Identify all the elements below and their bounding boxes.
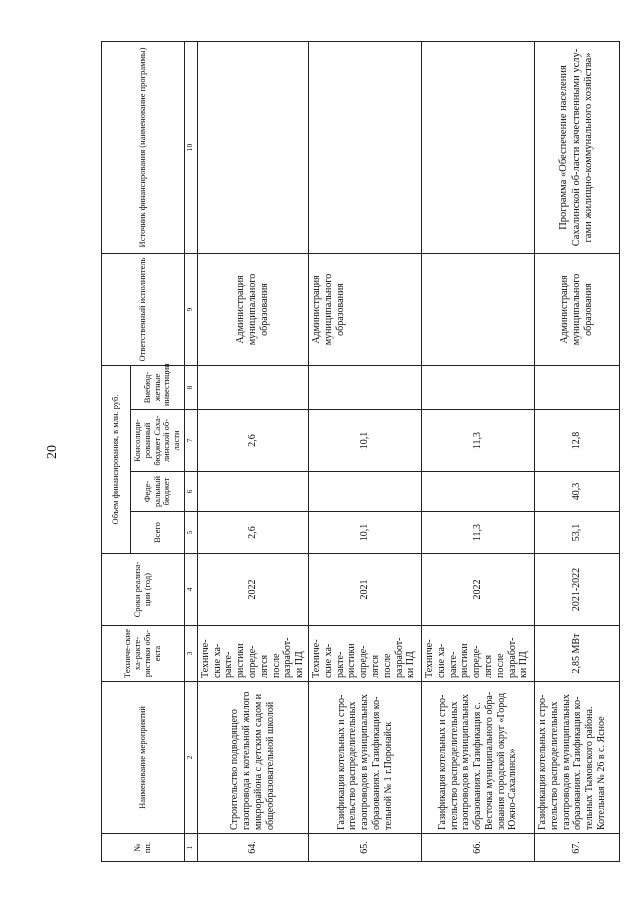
- column-number: 6: [184, 472, 197, 512]
- row-offbudget: [197, 365, 308, 409]
- header-source: Источник финансирования (наименование программы): [102, 41, 185, 253]
- header-federal: Феде-ральный бюджет: [131, 472, 185, 512]
- row-executor: Администрация муниципального образования: [535, 253, 620, 365]
- row-total: 10,1: [309, 512, 422, 554]
- row-name: Строительство подводящего газопровода к котельной жилого микрорайона с детским садом и общеобразовательной школой: [197, 682, 308, 834]
- header-offbudget: Внебюд-жетные инвестиции: [131, 365, 185, 409]
- header-funding-group: Объем финансирования, в млн. руб.: [102, 365, 131, 553]
- header-terms: Сроки реализа-ции (год): [102, 554, 185, 626]
- financing-table: [101, 41, 620, 862]
- column-number: 5: [184, 512, 197, 554]
- row-name: Газификация котельных и стро-ительство распределительных газопроводов в муниципальных образованиях. Газификация ко-тельной № 1 г.Поронайск: [309, 682, 422, 834]
- row-source: [422, 41, 535, 253]
- row-consolidated: 10,1: [309, 410, 422, 472]
- header-tech: Техниче-ские ха-ракте-ристики объ-екта: [102, 626, 185, 682]
- row-terms: 2022: [197, 554, 308, 626]
- header-executor: Ответственный исполнитель: [102, 253, 185, 365]
- row-total: 53,1: [535, 512, 620, 554]
- table-row: [309, 41, 422, 861]
- row-tech: 2,85 МВт: [535, 626, 620, 682]
- row-source: [197, 41, 308, 253]
- row-consolidated: 11,3: [422, 410, 535, 472]
- row-terms: 2021-2022: [535, 554, 620, 626]
- row-federal: [197, 472, 308, 512]
- header-consolidated: Консолиди-рованный бюджет Саха-линской об-ласти: [131, 410, 185, 472]
- column-number: 2: [184, 682, 197, 834]
- row-number: 67.: [535, 834, 620, 862]
- row-federal: 40,3: [535, 472, 620, 512]
- column-number: 4: [184, 554, 197, 626]
- header-no: № пп.: [102, 834, 185, 862]
- column-number: 9: [184, 253, 197, 365]
- column-number: 7: [184, 410, 197, 472]
- column-number: 10: [184, 41, 197, 253]
- row-executor: Администрация муниципального образования: [197, 253, 308, 365]
- column-number: 3: [184, 626, 197, 682]
- row-tech: Техниче-ские ха-ракте-ристики опреде-лятся после разработ-ки ПД: [422, 626, 535, 682]
- row-tech: Техниче-ские ха-ракте-ристики опреде-лятся после разработ-ки ПД: [197, 626, 308, 682]
- table-row: [422, 41, 535, 861]
- page-number: 20: [45, 445, 60, 459]
- row-total: 11,3: [422, 512, 535, 554]
- row-terms: 2022: [422, 554, 535, 626]
- row-total: 2,6: [197, 512, 308, 554]
- row-offbudget: [422, 365, 535, 409]
- row-offbudget: [535, 365, 620, 409]
- row-consolidated: 2,6: [197, 410, 308, 472]
- row-executor: Администрация муниципального образования: [309, 253, 422, 365]
- row-tech: Техниче-ские ха-ракте-ристики опреде-лятся после разработ-ки ПД: [309, 626, 422, 682]
- row-number: 64.: [197, 834, 308, 862]
- row-number: 66.: [422, 834, 535, 862]
- table-row: [197, 41, 308, 861]
- table-row: [535, 41, 620, 861]
- page-number-wrap: [38, 436, 68, 466]
- row-consolidated: 12,8: [535, 410, 620, 472]
- column-number: 8: [184, 365, 197, 409]
- rotated-table-container: [101, 42, 611, 862]
- row-offbudget: [309, 365, 422, 409]
- row-federal: [309, 472, 422, 512]
- row-federal: [422, 472, 535, 512]
- column-number: 1: [184, 834, 197, 862]
- row-source: Программа «Обеспечение населения Сахалинской об-ласти качественными услу-гами жилищно-коммунального хозяйства»: [535, 41, 620, 253]
- row-source: [309, 41, 422, 253]
- column-number-row: [184, 41, 197, 861]
- header-name: Наименование мероприятий: [102, 682, 185, 834]
- header-total: Всего: [131, 512, 185, 554]
- row-terms: 2021: [309, 554, 422, 626]
- row-name: Газификация котельных и стро-ительство распределительных газопроводов в муниципальных образованиях. Газификация с. Весточка муниципального обра-зования городской округ «Город Южно-Сахалинск»: [422, 682, 535, 834]
- row-executor: [422, 253, 535, 365]
- row-name: Газификация котельных и стро-ительство распределительных газопроводов в муниципальных образованиях. Газификация ко-тельных Тымовского района. Котельная № 26 в с. Ясное: [535, 682, 620, 834]
- row-number: 65.: [309, 834, 422, 862]
